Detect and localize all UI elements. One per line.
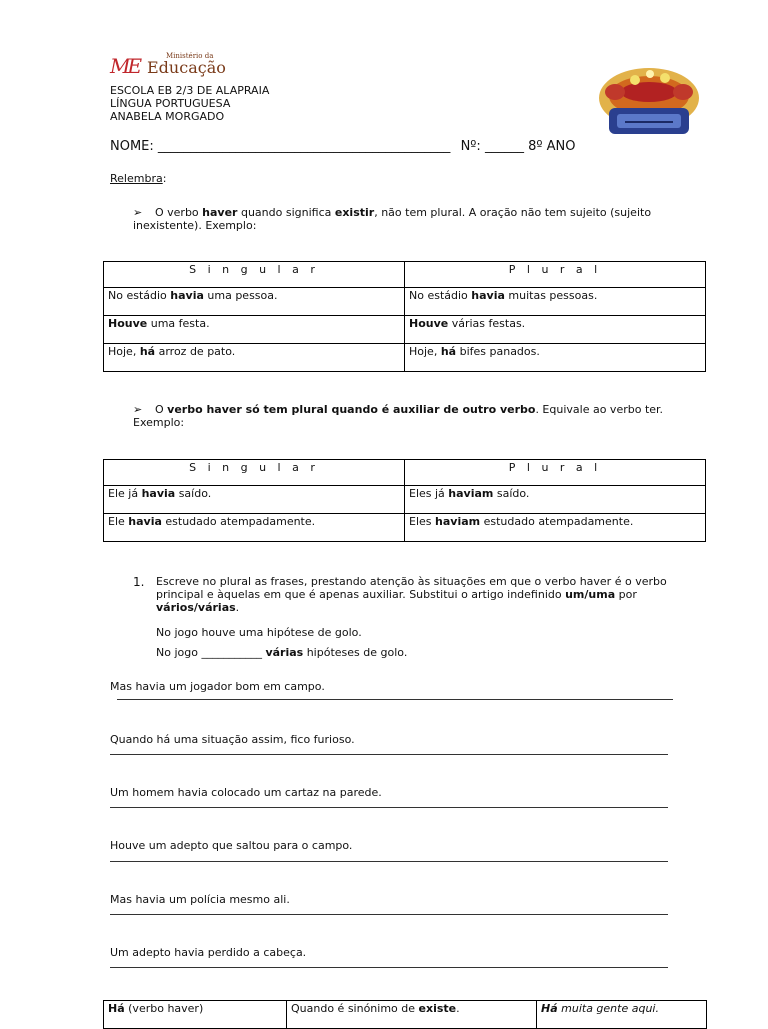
table-row: Há (verbo haver) Quando é sinónimo de existe. Há muita gente aqui. (104, 1001, 707, 1029)
name-field[interactable]: _____________________________________________ (157, 139, 451, 154)
table-existir (103, 261, 706, 372)
answer-line-3[interactable] (110, 807, 668, 808)
arrow-bullet-icon: ➢ (133, 206, 143, 219)
table-row: Hoje, há arroz de pato. Hoje, há bifes panados. (104, 344, 706, 372)
arrow-bullet-icon: ➢ (133, 403, 143, 416)
table-header-singular: S i n g u l a r (104, 460, 405, 486)
worksheet-page: ME Ministério da Educação ESCOLA EB 2/3 DE ALAPRAIA LÍNGUA PORTUGUESA ANABELA MORGADO NOME: _____________________________________________ Nº: ______ 8º ANO Relembra: ➢ O verbo haver quando significa existir, não tem plural. A oração não tem sujeito (sujeito inexistente). Exemplo: S i n g u l a r P l u r a l No estádio havia uma pessoa. No estádio havia muitas pessoas. Houve uma festa. Houve várias festas. Hoje, há arroz de pato. Hoje, há bifes panados. ➢ O verbo haver só tem plural quando é auxiliar de outro verbo. Equivale ao verbo ter. Exemplo: S i n g u l a r P l u r a l Ele já havia saído. Eles já haviam saído. Ele havia estudado atempadamente. Eles haviam estudado atempadamente. 1. Escreve no plural as frases, prestando atenção às situações em que o verbo haver é o verbo principal e àquelas em que é apenas auxiliar. Substitui o artigo indefinido um/uma por vários/várias. No jogo houve uma hipótese de golo. No jogo ___________ várias hipóteses de golo. Mas havia um jogador bom em campo. Quando há uma situação assim, fico furioso. Um homem havia colocado um cartaz na parede. Houve um adepto que saltou para o campo. Mas havia um polícia mesmo ali. Um adepto havia perdido a cabeça. Há (verbo haver) Quando é sinónimo de existe. Há muita gente aqui. (0, 0, 768, 1024)
table-header-singular: S i n g u l a r (104, 262, 405, 288)
table-row: Houve uma festa. Houve várias festas. (104, 316, 706, 344)
number-field[interactable]: ______ (484, 139, 524, 154)
rule-2: ➢ O verbo haver só tem plural quando é auxiliar de outro verbo. Equivale ao verbo ter. Exemplo: (133, 403, 664, 429)
exercise-1: 1. Escreve no plural as frases, prestando atenção às situações em que o verbo haver é o verbo principal e àquelas em que é apenas auxiliar. Substitui o artigo indefinido um/uma por vários/várias. (133, 575, 667, 614)
answer-line-1[interactable] (117, 699, 673, 700)
table-row: Ele havia estudado atempadamente. Eles haviam estudado atempadamente. (104, 514, 706, 542)
exercise-number: 1. (133, 575, 145, 589)
teacher-name: ANABELA MORGADO (110, 110, 225, 123)
table-row: No estádio havia uma pessoa. No estádio havia muitas pessoas. (104, 288, 706, 316)
sentence-5: Mas havia um polícia mesmo ali. (110, 893, 290, 906)
number-label: Nº: (460, 139, 481, 154)
example-sentence: No jogo houve uma hipótese de golo. (156, 626, 362, 639)
sentence-4: Houve um adepto que saltou para o campo. (110, 839, 353, 852)
answer-line-2[interactable] (110, 754, 668, 755)
table-header-plural: P l u r a l (405, 262, 706, 288)
relembra-heading: Relembra (110, 172, 163, 185)
ministry-logo (110, 52, 230, 80)
rule-1: ➢ O verbo haver quando significa existir, não tem plural. A oração não tem sujeito (sujeito inexistente). Exemplo: (133, 206, 652, 232)
answer-line-4[interactable] (110, 861, 668, 862)
sentence-2: Quando há uma situação assim, fico furioso. (110, 733, 355, 746)
answer-line-5[interactable] (110, 914, 668, 915)
ministry-logo-mark: ME (110, 54, 140, 78)
clipart-image (595, 62, 703, 142)
subject-name: LÍNGUA PORTUGUESA (110, 97, 231, 110)
sentence-1: Mas havia um jogador bom em campo. (110, 680, 325, 693)
sentence-6: Um adepto havia perdido a cabeça. (110, 946, 307, 959)
table-ha (103, 1000, 707, 1029)
table-row: Ele já havia saído. Eles já haviam saído. (104, 486, 706, 514)
example-answer: No jogo ___________ várias hipóteses de golo. (156, 646, 408, 659)
table-auxiliar (103, 459, 706, 542)
name-label: NOME: (110, 139, 154, 154)
table-header-plural: P l u r a l (405, 460, 706, 486)
ministry-logo-big: Educação (147, 58, 226, 77)
grade-label: 8º ANO (528, 139, 576, 154)
ministry-logo-small: Ministério da (166, 52, 214, 60)
sentence-3: Um homem havia colocado um cartaz na parede. (110, 786, 382, 799)
school-name: ESCOLA EB 2/3 DE ALAPRAIA (110, 84, 270, 97)
answer-line-6[interactable] (110, 967, 668, 968)
